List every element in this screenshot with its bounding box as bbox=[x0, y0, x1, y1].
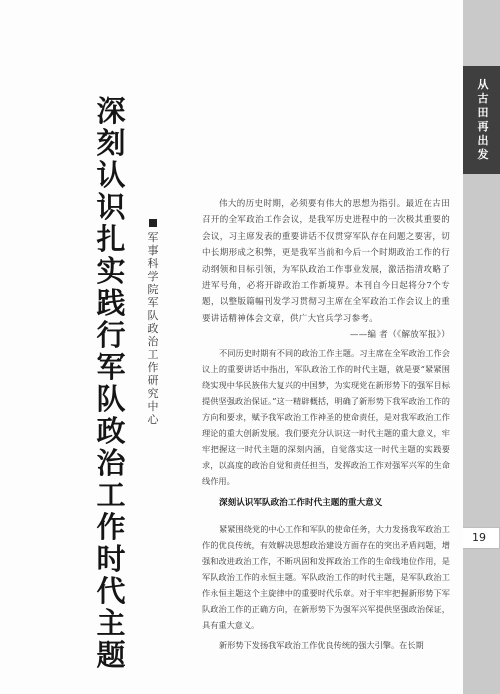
section-heading: 深刻认识军队政治工作时代主题的重大意义 bbox=[219, 498, 383, 508]
author-block bbox=[146, 219, 160, 426]
square-bullet-icon bbox=[149, 219, 157, 227]
body-paragraph: 紧紧围绕党的中心工作和军队的使命任务，大力发扬我军政治工作的优良传统，有效解决思想政治建设方面存在的突出矛盾问题，增强和改进政治工作，不断巩固和发挥政治工作的生命线地位作用，是军队政治工作的永恒主题。军队政治工作的时代主题，是军队政治工作永恒主题这个主旋律中的重要时代乐章。对于牢牢把握新形势下军队政治工作的正确方向，在新形势下为强军兴军提供坚强政治保证，具有重大意义。 bbox=[202, 524, 450, 630]
editor-signature: ——编 者（《解放军报》） bbox=[349, 330, 450, 341]
editor-note bbox=[202, 196, 450, 343]
editor-note-text: 伟大的历史时期，必须要有伟大的思想为指引。最近在古田召开的全军政治工作会议，是我军历史进程中的一次极其重要的会议，习主席发表的重要讲话不仅贯穿军队存在问题之要害，切中长期形成之积弊，更是我军当前和今后一个时期政治工作的行动纲领和目标引领，为军队政治工作事业发展，激活指清攻略了进军号角，必将开辟政治工作新境界。本刊自今日起将分7个专题，以整版篇幅刊发学习贯彻习主席在全军政治工作会议上的重要讲话精神体会文章，供广大官兵学习参考。 bbox=[202, 199, 450, 324]
page-number-box bbox=[463, 527, 500, 549]
body-paragraph: 新形势下发扬我军政治工作优良传统的强大引擎。在长期 bbox=[219, 640, 424, 650]
article-body bbox=[202, 345, 450, 653]
page-number: 19 bbox=[472, 531, 486, 544]
article-title: 深刻认识扎实践行军队政治工作时代主题 bbox=[96, 94, 126, 672]
author: 军事科学院军队政治工作研究中心 bbox=[147, 231, 159, 426]
section-label: 从古田再出发 bbox=[477, 78, 489, 161]
body-paragraph: 不同历史时期有不同的政治工作主题。习主席在全军政治工作会议上的重要讲话中指出，军队政治工作的时代主题，就是要“紧紧围绕实现中华民族伟大复兴的中国梦，为实现党在新形势下的强军目标提供坚强政治保证。”这一精辟概括，明确了新形势下我军政治工作的方向和要求，赋予我军政治工作神圣的使命责任，是对我军政治工作理论的重大创新发展。我们要充分认识这一时代主题的重大意义，牢牢把握这一时代主题的深刻内涵，自觉落实这一时代主题的实践要求，以高度的政治自觉和责任担当，发挥政治工作对强军兴军的生命线作用。 bbox=[202, 348, 450, 486]
